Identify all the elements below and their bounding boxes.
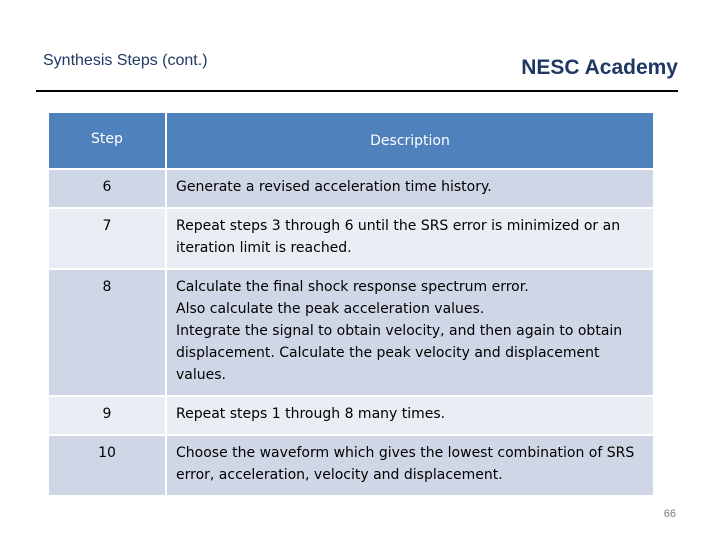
description-line: Integrate the signal to obtain velocity, and then again to obtain displacement. Calculate the peak velocity and displacement values. — [176, 323, 623, 383]
page-number: 66 — [663, 508, 676, 520]
slide-title: Synthesis Steps (cont.) — [43, 52, 208, 69]
description-line: Calculate the final shock response spectrum error. — [176, 279, 529, 295]
table-row — [49, 207, 653, 268]
table-header-row — [49, 113, 653, 168]
step-number: 7 — [49, 207, 167, 268]
step-number: 8 — [49, 268, 167, 395]
description-line: Choose the waveform which gives the lowest combination of SRS error, acceleration, velocity and displacement. — [176, 445, 635, 483]
step-description — [167, 168, 653, 207]
step-number: 9 — [49, 395, 167, 434]
table-row — [49, 395, 653, 434]
description-line: Repeat steps 1 through 8 many times. — [176, 406, 446, 422]
step-number: 10 — [49, 434, 167, 495]
step-description — [167, 395, 653, 434]
step-description — [167, 434, 653, 495]
table-row — [49, 168, 653, 207]
header-divider — [36, 90, 678, 92]
brand-label: NESC Academy — [521, 56, 678, 79]
description-line: Generate a revised acceleration time history. — [176, 179, 492, 195]
column-header-step: Step — [49, 113, 167, 168]
description-line: Repeat steps 3 through 6 until the SRS error is minimized or an iteration limit is reached. — [176, 218, 621, 256]
steps-table — [49, 113, 653, 495]
table-row — [49, 434, 653, 495]
description-line: Also calculate the peak acceleration values. — [176, 301, 485, 317]
step-description — [167, 268, 653, 395]
step-description — [167, 207, 653, 268]
table-row — [49, 268, 653, 395]
step-number: 6 — [49, 168, 167, 207]
column-header-description: Description — [167, 113, 653, 168]
